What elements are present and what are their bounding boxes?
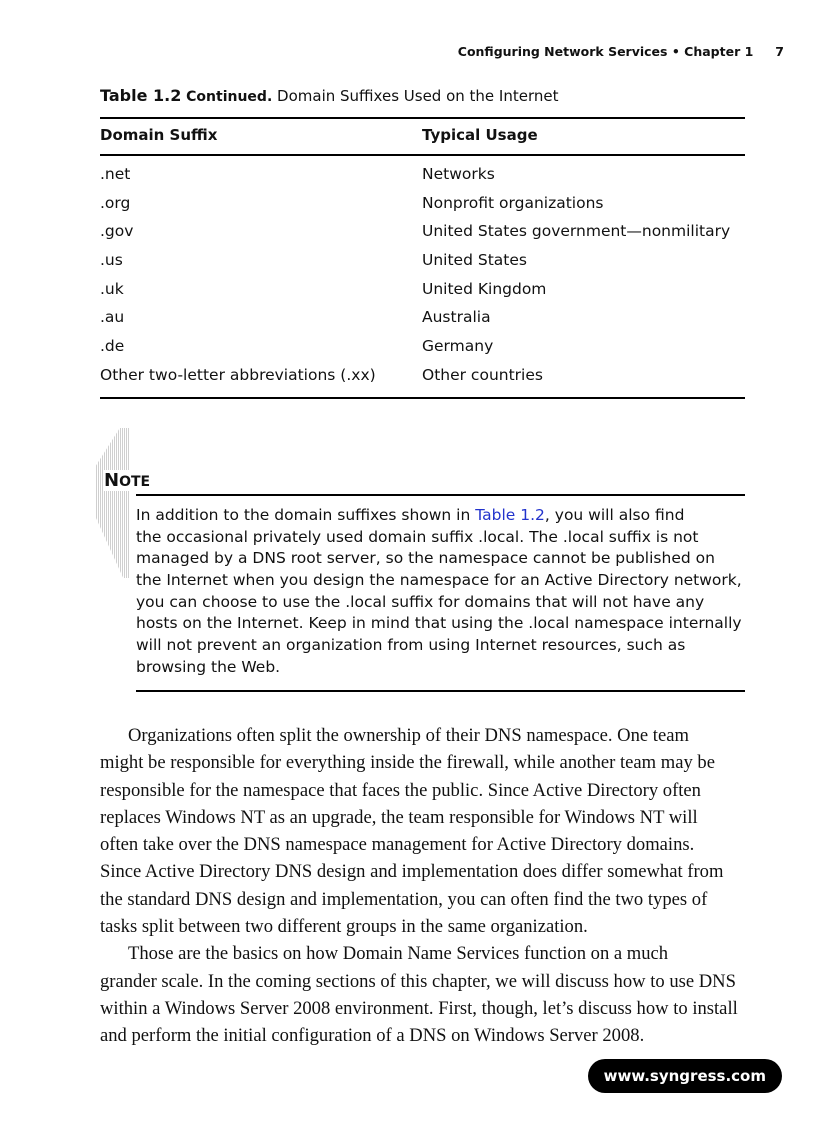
column-header-usage: Typical Usage: [422, 126, 538, 144]
table-cell-suffix: .us: [100, 251, 123, 270]
table-body: [100, 165, 745, 395]
table-cell-usage: Australia: [422, 308, 491, 327]
note-text: In addition to the domain suffixes shown in: [136, 506, 476, 524]
body-line: within a Windows Server 2008 environment. First, though, let’s discuss how to install: [100, 997, 738, 1019]
table-cell-usage: United States: [422, 251, 527, 270]
note-title-initial: N: [104, 470, 120, 491]
table-row: [100, 337, 745, 366]
table-cell-suffix: .net: [100, 165, 131, 183]
note-top-rule: [136, 494, 745, 496]
table-row: [100, 194, 745, 223]
note-line: [136, 527, 748, 549]
note-text: the occasional privately used domain suffix .local. The .local suffix is not: [136, 527, 699, 546]
note-line: [136, 548, 748, 570]
body-line: Organizations often split the ownership of their DNS namespace. One team: [128, 725, 689, 746]
paragraph-2: [100, 940, 760, 1049]
table-cell-suffix: .de: [100, 337, 125, 356]
publisher-url-badge[interactable]: www.syngress.com: [588, 1059, 782, 1093]
note-text: managed by a DNS root server, so the namespace cannot be published on: [136, 549, 715, 568]
table-continued-label: Continued.: [186, 89, 273, 105]
paragraph-1: [100, 722, 760, 940]
note-decoration: [96, 428, 130, 578]
note-body: [136, 505, 748, 679]
note-text: , you will also find: [544, 506, 685, 524]
note-text: browsing the Web.: [136, 657, 281, 676]
table-header-rule: [100, 154, 745, 156]
note-bottom-rule: [136, 690, 745, 692]
running-title: Configuring Network Services • Chapter 1: [457, 44, 754, 59]
note-line: [136, 505, 748, 527]
table-row: [100, 308, 745, 337]
note-line: [136, 592, 748, 614]
note-title: [104, 470, 152, 491]
table-row: [100, 165, 745, 194]
note-text: hosts on the Internet. Keep in mind that using the .local namespace internally: [136, 614, 742, 633]
body-line: responsible for the namespace that faces the public. Since Active Directory often: [100, 779, 701, 801]
column-header-suffix: Domain Suffix: [100, 126, 218, 144]
page-number: 7: [775, 44, 784, 59]
table-cell-usage: Nonprofit organizations: [422, 193, 604, 212]
table-cell-suffix: Other two-letter abbreviations (.xx): [100, 365, 376, 384]
table-row: [100, 222, 745, 251]
note-line: [136, 613, 748, 635]
table-cell-usage: United Kingdom: [422, 279, 547, 298]
table-row: [100, 280, 745, 309]
note-line: [136, 635, 748, 657]
table-number: Table 1.2: [100, 86, 182, 105]
table-cell-usage: Networks: [422, 165, 495, 183]
table-cell-suffix: .au: [100, 308, 125, 327]
table-cell-suffix: .org: [100, 193, 131, 212]
body-text: [100, 722, 760, 1050]
running-header: [458, 44, 784, 59]
table-cell-usage: Other countries: [422, 365, 543, 384]
body-line: Since Active Directory DNS design and implementation does differ somewhat from: [100, 861, 724, 883]
table-caption-text: Domain Suffixes Used on the Internet: [277, 87, 559, 105]
note-text: will not prevent an organization from using Internet resources, such as: [136, 636, 686, 655]
note-text: the Internet when you design the namespace for an Active Directory network,: [136, 571, 742, 590]
note-line: [136, 657, 748, 679]
body-line: Those are the basics on how Domain Name Services function on a much: [128, 943, 669, 965]
body-line: the standard DNS design and implementation, you can often find the two types of: [100, 888, 708, 910]
table-top-rule: [100, 117, 745, 119]
table-reference-link[interactable]: Table 1.2: [475, 506, 545, 524]
table-cell-suffix: .gov: [100, 222, 134, 241]
table-row: [100, 251, 745, 280]
note-text: you can choose to use the .local suffix for domains that will not have any: [136, 592, 705, 611]
body-line: tasks split between two different groups in the same organization.: [100, 916, 588, 938]
table-row: [100, 366, 745, 395]
table-cell-usage: United States government—nonmilitary: [422, 222, 731, 241]
note-title-rest: OTE: [119, 474, 151, 490]
body-line: replaces Windows NT as an upgrade, the team responsible for Windows NT will: [100, 806, 698, 828]
body-line: often take over the DNS namespace management for Active Directory domains.: [100, 834, 695, 856]
body-line: grander scale. In the coming sections of this chapter, we will discuss how to use DNS: [100, 970, 736, 992]
table-cell-usage: Germany: [422, 337, 494, 356]
table-bottom-rule: [100, 397, 745, 399]
table-cell-suffix: .uk: [100, 279, 124, 298]
body-line: might be responsible for everything inside the firewall, while another team may be: [100, 752, 715, 774]
table-caption: [100, 86, 559, 105]
note-line: [136, 570, 748, 592]
body-line: and perform the initial configuration of a DNS on Windows Server 2008.: [100, 1025, 645, 1047]
